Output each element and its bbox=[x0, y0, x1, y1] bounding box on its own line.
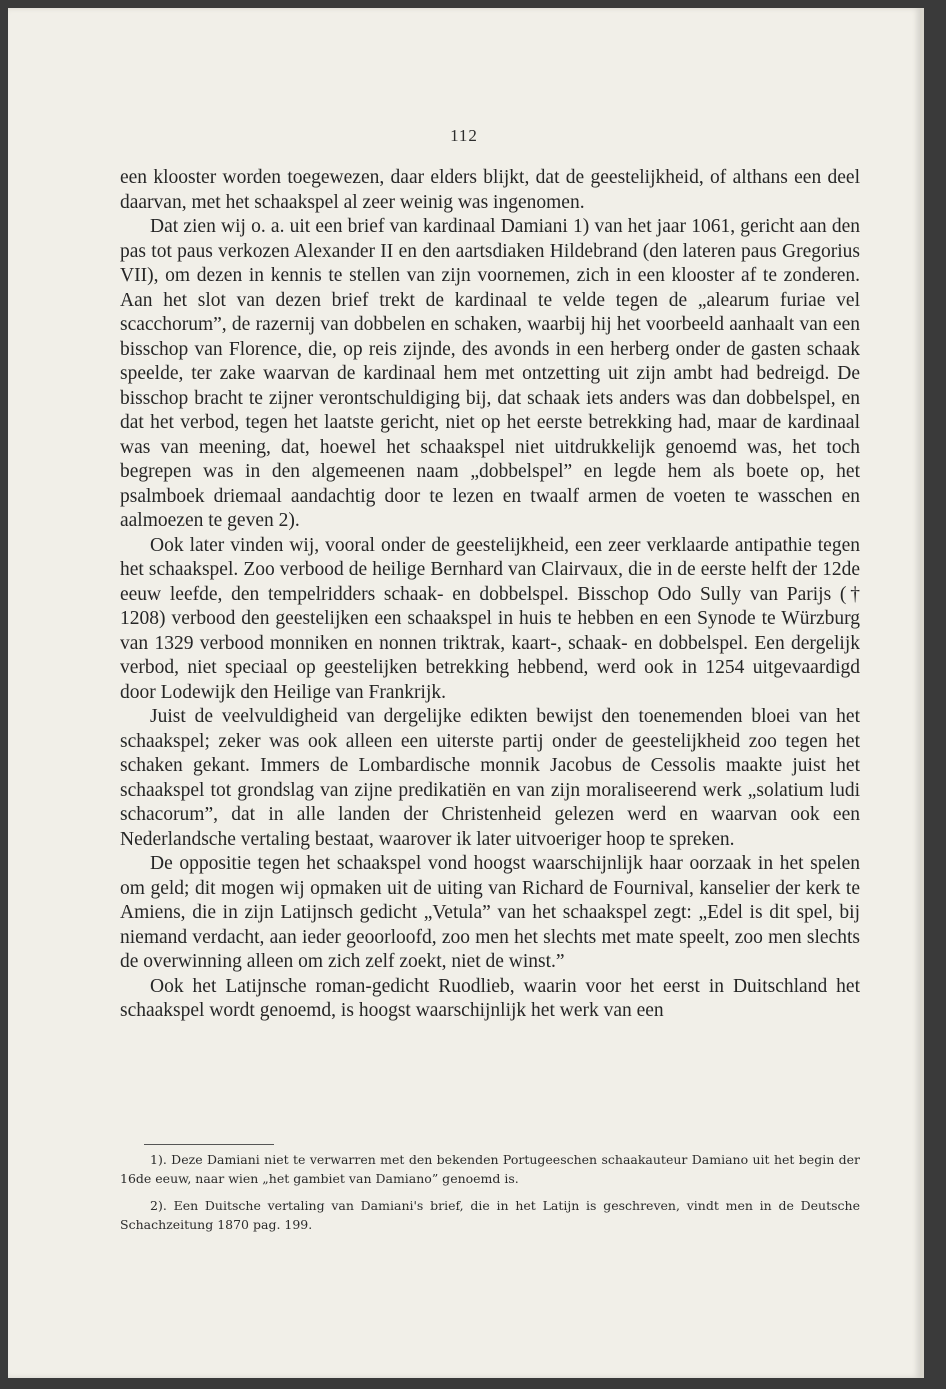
footnotes bbox=[120, 1150, 860, 1242]
paragraph-opposition: De oppositie tegen het schaakspel vond hoogst waarschijnlijk haar oorzaak in het spelen om geld; dit mogen wij opmaken uit de uiting van Richard de Fournival, kanselier der kerk te Amiens, die in zijn Latijnsch gedicht „Vetula” van het schaakspel zegt: „Edel is dit spel, bij niemand verdacht, aan ieder geoorloofd, zoo men het slechts met mate speelt, zoo men slechts de overwinning alleen om zich zelf zoekt, niet de winst.” bbox=[120, 853, 860, 972]
paragraph-damiani-letter: Dat zien wij o. a. uit een brief van kardinaal Damiani 1) van het jaar 1061, gericht aan den pas tot paus verkozen Alexander II en den aartsdiaken Hildebrand (den lateren paus Gregorius VII), om dezen in kennis te stellen van zijn voornemen, zich in een klooster af te zonderen. Aan het slot van dezen brief trekt de kardinaal te velde tegen de „alearum furiae vel scacchorum”, de razernij van dobbelen en schaken, waarbij hij het voorbeeld aanhaalt van een bisschop van Florence, die, op reis zijnde, des avonds in een herberg onder de gasten schaak speelde, ter zake waarvan de kardinaal hem met ontzetting uit zijn ambt had bedreigd. De bisschop bracht te zijner verontschuldiging bij, dat schaak iets anders was dan dobbelspel, en dat het verbod, tegen het laatste gericht, niet op het eerste betrekking had, maar de kardinaal was van meening, dat, hoewel het schaakspel niet uitdrukkelijk genoemd was, het toch begrepen was in den algemeenen naam „dobbelspel” en legde hem als boete op, het psalmboek driemaal aandachtig door te lezen en twaalf armen de voeten te wasschen en aalmoezen te geven 2). bbox=[120, 216, 860, 531]
paragraph-continuation: een klooster worden toegewezen, daar elders blijkt, dat de geestelijkheid, of althans een deel daarvan, met het schaakspel al zeer weinig was ingenomen. bbox=[120, 167, 860, 213]
paragraph-edicts: Juist de veelvuldigheid van dergelijke edikten bewijst den toenemenden bloei van het schaakspel; zeker was ook alleen een uiterste partij onder de geestelijkheid zoo tegen het schaken gekant. Immers de Lombardische monnik Jacobus de Cessolis maakte juist het schaakspel tot grondslag van zijne predikatiën en van zijn moraliseerend werk „solatium ludi schacorum”, dat in alle landen der Christenheid gelezen werd en waarvan ook een Nederlandsche vertaling bestaat, waarover ik later uitvoeriger hoop te spreken. bbox=[120, 706, 860, 850]
body-text bbox=[120, 166, 860, 1024]
page-number: 112 bbox=[450, 126, 478, 145]
footnote-divider bbox=[144, 1144, 274, 1145]
book-page bbox=[8, 8, 920, 1378]
footnote-1: 1). Deze Damiani niet te verwarren met den bekenden Portugeeschen schaakauteur Damiano uit het begin der 16de eeuw, naar wien „het gambiet van Damiano” genoemd is. bbox=[120, 1152, 860, 1186]
paragraph-ruodlieb: Ook het Latijnsche roman-gedicht Ruodlieb, waarin voor het eerst in Duitschland het schaakspel wordt genoemd, is hoogst waarschijnlijk het werk van een bbox=[120, 975, 860, 1021]
paragraph-antipathy: Ook later vinden wij, vooral onder de geestelijkheid, een zeer verklaarde antipathie tegen het schaakspel. Zoo verbood de heilige Bernhard van Clairvaux, die in de eerste helft der 12de eeuw leefde, den tempelridders schaak- en dobbelspel. Bisschop Odo Sully van Parijs († 1208) verbood den geestelijken een schaakspel in huis te hebben en een Synode te Würzburg van 1329 verbood monniken en nonnen triktrak, kaart-, schaak- en dobbelspel. Een dergelijk verbod, niet speciaal op geestelijken betrekking hebbend, werd ook in 1254 uitgevaardigd door Lodewijk den Heilige van Frankrijk. bbox=[120, 534, 860, 703]
page-edge bbox=[920, 8, 924, 1378]
footnote-2: 2). Een Duitsche vertaling van Damiani's brief, die in het Latijn is geschreven, vindt men in de Deutsche Schachzeitung 1870 pag. 199. bbox=[120, 1198, 860, 1232]
